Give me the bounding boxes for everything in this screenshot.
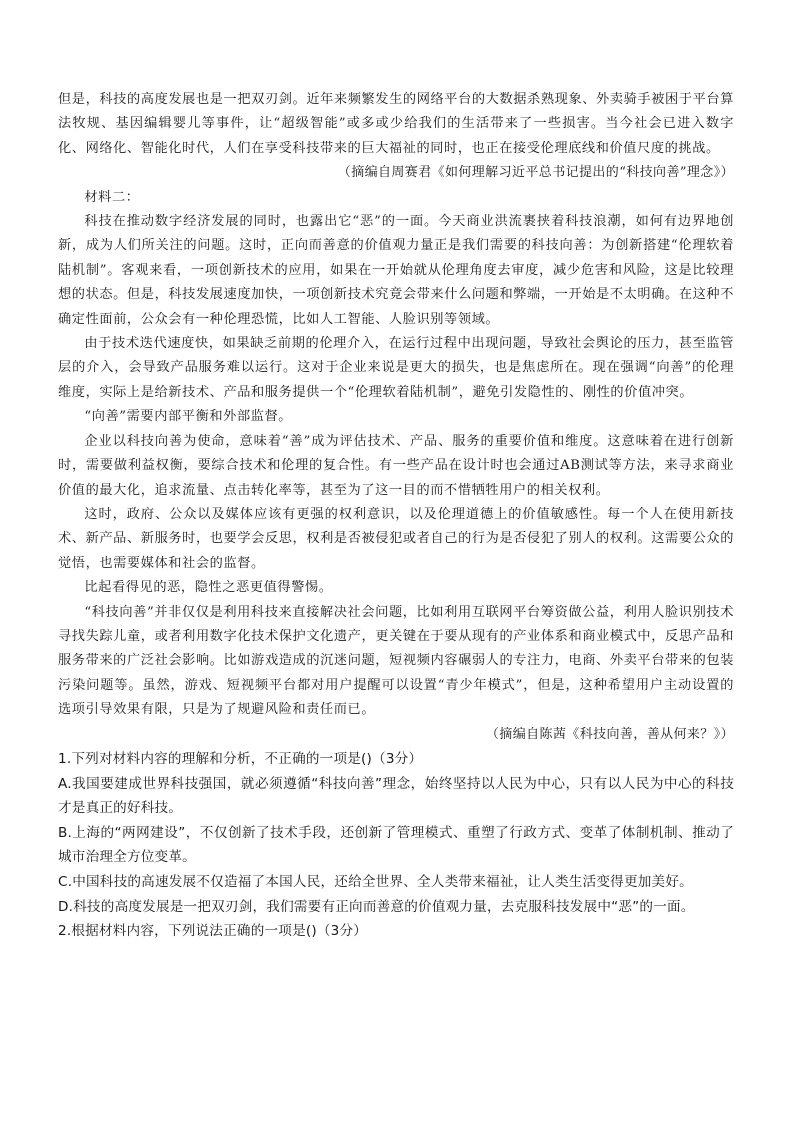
passage-paragraph-6: 这时，政府、公众以及媒体应该有更强的权利意识，以及伦理道德上的价值敏感性。每一个人在使用新技术、新产品、新服务时，也要学会反思，权利是否被侵犯或者自己的行为是否侵犯了别人的权利。这需要公众的觉悟，也需要媒体和社会的监督。: [58, 506, 734, 571]
passage-paragraph-4: “向善”需要内部平衡和外部监督。: [84, 409, 293, 425]
exam-page: [58, 88, 734, 944]
material-two-label: 材料二：: [84, 189, 140, 205]
passage-paragraph-1: 但是，科技的高度发展也是一把双刃剑。近年来频繁发生的网络平台的大数据杀熟现象、外卖骑手被困于平台算法牧规、基因编辑婴儿等事件，让“超级智能”或多或少给我们的生活带来了一些损害。当今社会已进入数字化、网络化、智能化时代，人们在享受科技带来的巨大福祉的同时，也正在接受伦理底线和价值尺度的挑战。: [58, 92, 734, 156]
question-2-stem: 2.根据材料内容，下列说法正确的一项是()（3分）: [58, 923, 368, 940]
question-1-option-a: A.我国要建成世界科技强国，就必须遵循“科技向善”理念，始终坚持以人民为中心，只有以人民为中心的科技才是真正的好科技。: [58, 775, 734, 817]
passage-paragraph-7: 比起看得见的恶，隐性之恶更值得警惕。: [84, 580, 333, 596]
source-citation-2: （摘编自陈茜《科技向善，善从何来？》）: [485, 726, 734, 742]
question-1-stem: 1.下列对材料内容的理解和分析，不正确的一项是()（3分）: [58, 750, 423, 767]
question-1-option-c: C.中国科技的高速发展不仅造福了本国人民，还给全世界、全人类带来福祉，让人类生活变得更加美好。: [58, 873, 693, 890]
question-1-option-d: D.科技的高度发展是一把双刃剑，我们需要有正向而善意的价值观力量，去克服科技发展中“恶”的一面。: [58, 898, 695, 915]
question-1-option-b: B.上海的“两网建设”，不仅创新了技术手段，还创新了管理模式、重塑了行政方式、变革了体制机制、推动了城市治理全方位变革。: [58, 824, 734, 866]
passage-paragraph-3: 由于技术迭代速度快，如果缺乏前期的伦理介入，在运行过程中出现问题，导致社会舆论的压力，甚至监管层的介入，会导致产品服务难以运行。这对于企业来说是更大的损失，也是焦虑所在。现在强调“向善”的伦理维度，实际上是给新技术、产品和服务提供一个“伦理软着陆机制”，避免引发隐性的、刚性的价值冲突。: [58, 336, 734, 400]
source-citation-1: （摘编自周赛君《如何理解习近平总书记提出的“科技向善”理念》）: [337, 165, 734, 181]
passage-paragraph-5: 企业以科技向善为使命，意味着“善”成为评估技术、产品、服务的重要价值和维度。这意味着在进行创新时，需要做利益权衡，要综合技术和伦理的复合性。有一些产品在设计时也会通过AB测试等方法，来寻求商业价值的最大化，追求流量、点击转化率等，甚至为了这一目的而不惜牺牲用户的相关权利。: [58, 433, 734, 498]
passage-paragraph-8: “科技向善”并非仅仅是利用科技来直接解决社会问题，比如利用互联网平台筹资做公益，利用人脸识别技术寻找失踪儿童，或者利用数字化技术保护文化遗产，更关键在于要从现有的产业体系和商业模式中，反思产品和服务带来的广泛社会影响。比如游戏造成的沉迷问题，短视频内容碾弱人的专注力，电商、外卖平台带来的包装污染问题等。虽然，游戏、短视频平台都对用户提醒可以设置“青少年模式”，但是，这种希望用户主动设置的选项引导效果有限，只是为了规避风险和责任而已。: [58, 604, 734, 718]
passage-paragraph-2: 科技在推动数字经济发展的同时，也露出它“恶”的一面。今天商业洪流裹挟着科技浪潮，如何有边界地创新，成为人们所关注的问题。这时，正向而善意的价值观力量正是我们需要的科技向善：为创新搭建“伦理软着陆机制”。客观来看，一项创新技术的应用，如果在一开始就从伦理角度去审度，减少危害和风险，这是比较理想的状态。但是，科技发展速度加快，一项创新技术究竟会带来什么问题和弊端，一开始是不太明确。在这种不确定性面前，公众会有一种伦理恐慌，比如人工智能、人脸识别等领域。: [58, 214, 734, 327]
